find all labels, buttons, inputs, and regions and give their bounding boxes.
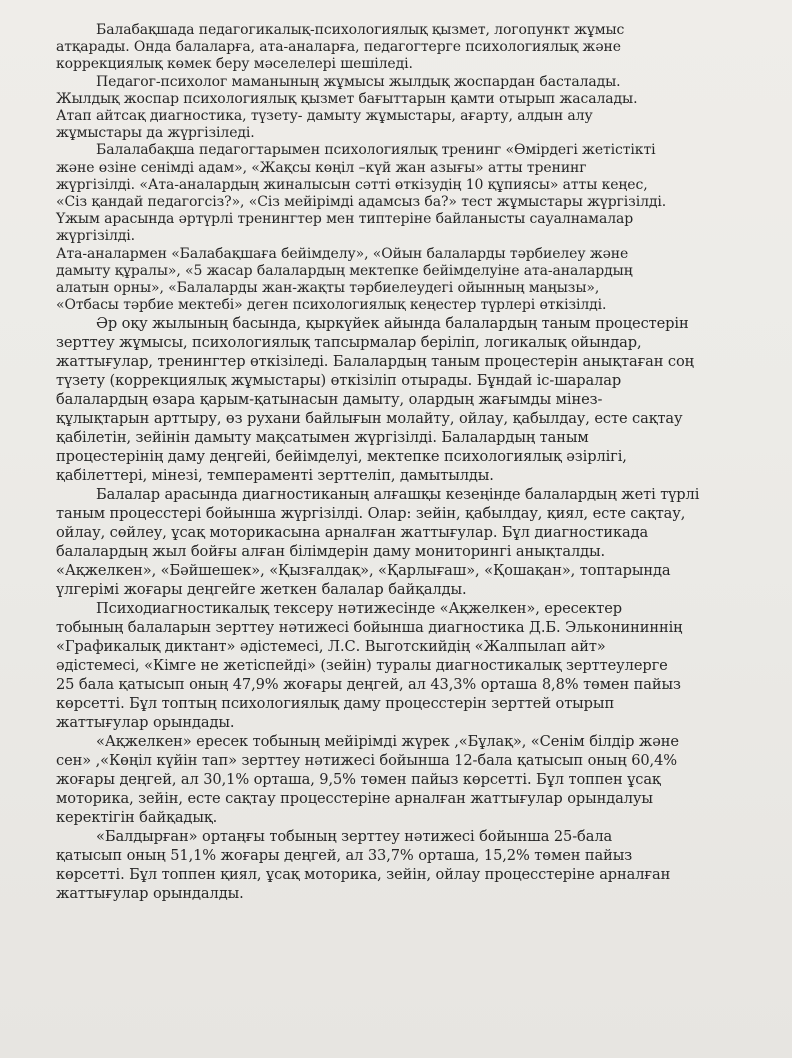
- text-line: процестерінің даму деңгейі, бейімделуі, мектепке психологиялық әзірлігі,: [56, 448, 627, 466]
- text-line: «Отбасы тәрбие мектебі» деген психологиялық кеңестер түрлері өткізілді.: [56, 297, 607, 314]
- paragraph-p9: [56, 827, 746, 903]
- paragraph-p7: [56, 599, 746, 732]
- text-line: үлгерімі жоғары деңгейге жеткен балалар байқалды.: [56, 581, 467, 599]
- text-line: 25 бала қатысып оның 47,9% жоғары деңгей, ал 43,3% орташа 8,8% төмен пайыз: [56, 676, 681, 694]
- text-line: жүргізілді. «Ата-аналардың жиналысын сәтті өткізудің 10 құпиясы» атты кеңес,: [56, 176, 648, 193]
- text-line: Атап айтсақ диагностика, түзету- дамыту жұмыстары, ағарту, алдын алу: [56, 108, 593, 125]
- text-line: қатысып оның 51,1% жоғары деңгей, ал 33,7% орташа, 15,2% төмен пайыз: [56, 847, 633, 865]
- text-line: Әр оқу жылының басында, қыркүйек айында балалардың таным процестерін: [96, 315, 689, 333]
- text-line: балалардың өзара қарым-қатынасын дамыту, олардың жағымды мінез-: [56, 391, 603, 409]
- text-line: жаттығулар, тренингтер өткізіледі. Балалардың таным процестерін анықтаған соң: [56, 353, 694, 371]
- text-line: құлықтарын арттыру, өз рухани байлығын молайту, ойлау, қабылдау, есте сақтау: [56, 410, 683, 428]
- text-line: «Ақжелкен» ересек тобының мейірімді жүрек ,«Бұлақ», «Сенім білдір және: [96, 733, 679, 751]
- text-line: көрсетті. Бұл топпен қиял, ұсақ моторика, зейін, ойлау процесстеріне арналған: [56, 866, 671, 884]
- text-line: жоғары деңгей, ал 30,1% орташа, 9,5% төмен пайыз көрсетті. Бұл топпен ұсақ: [56, 771, 661, 789]
- text-line: түзету (коррекциялық жұмыстары) өткізіліп отырады. Бұндай іс-шаралар: [56, 372, 622, 390]
- paragraph-p8: [56, 732, 746, 827]
- paragraph-p2: [56, 74, 746, 143]
- text-line: керектігін байқадық.: [56, 809, 218, 827]
- text-line: ойлау, сөйлеу, ұсақ моторикасына арналған жаттығулар. Бұл диагностикада: [56, 524, 649, 542]
- text-line: Балабақшада педагогикалық-психологиялық қызмет, логопункт жұмыс: [96, 22, 625, 38]
- text-line: «Сіз қандай педагогсіз?», «Сіз мейірімді адамсыз ба?» тест жұмыстары жүргізілді.: [56, 194, 667, 211]
- text-line: Жылдық жоспар психологиялық қызмет бағыттарын қамти отырып жасалады.: [56, 90, 638, 107]
- text-line: және өзіне сенімді адам», «Жақсы көңіл –күй жан азығы» атты тренинг: [56, 159, 587, 176]
- text-line: Балалабақша педагогтарымен психологиялық тренинг «Өмірдегі жетістікті: [96, 142, 656, 159]
- paragraph-p5: [56, 314, 746, 485]
- text-line: Педагог-психолог маманының жұмысы жылдық жоспардан басталады.: [96, 73, 621, 90]
- text-line: «Балдырған» ортаңғы тобының зерттеу нәтижесі бойынша 25-бала: [96, 828, 613, 846]
- paragraph-p1: [56, 22, 746, 74]
- text-line: сен» ,«Көңіл күйін тап» зерттеу нәтижесі бойынша 12-бала қатысып оның 60,4%: [56, 752, 678, 770]
- text-line: моторика, зейін, есте сақтау процесстеріне арналған жаттығулар орындалуы: [56, 790, 653, 808]
- document-text: [56, 22, 746, 903]
- text-line: жаттығулар орындалды.: [56, 885, 244, 903]
- text-line: тобының балаларын зерттеу нәтижесі бойынша диагностика Д.Б. Эльконининнің: [56, 619, 683, 637]
- text-line: жүргізілді.: [56, 228, 136, 245]
- text-line: «Графикалық диктант» әдістемесі, Л.С. Выготскийдің «Жалпылап айт»: [56, 638, 606, 656]
- text-line: балалардың жыл бойғы алған білімдерін даму мониторингі анықталды.: [56, 543, 606, 561]
- text-line: Үжым арасында әртүрлі тренингтер мен типтеріне байланысты сауалнамалар: [56, 211, 634, 228]
- text-line: Балалар арасында диагностиканың алғашқы кезеңінде балалардың жеті түрлі: [96, 486, 700, 504]
- text-line: дамыту құралы», «5 жасар балалардың мектепке бейімделуіне ата-аналардың: [56, 262, 633, 279]
- text-line: жаттығулар орындады.: [56, 714, 235, 732]
- text-line: қабілетін, зейінін дамыту мақсатымен жүргізілді. Балалардың таным: [56, 429, 589, 447]
- text-line: жұмыстары да жүргізіледі.: [56, 125, 255, 142]
- text-line: таным процесстері бойынша жүргізілді. Олар: зейін, қабылдау, қиял, есте сақтау,: [56, 505, 686, 523]
- paragraph-p3: [56, 142, 746, 245]
- text-line: «Ақжелкен», «Бәйшешек», «Қызғалдақ», «Қарлығаш», «Қошақан», топтарында: [56, 562, 671, 580]
- text-line: көрсетті. Бұл топтың психологиялық даму процесстерін зерттей отырып: [56, 695, 615, 713]
- text-line: Ата-аналармен «Балабақшаға бейімделу», «Ойын балаларды тәрбиелеу және: [56, 245, 629, 262]
- text-line: зерттеу жұмысы, психологиялық тапсырмалар беріліп, логикалық ойындар,: [56, 334, 642, 352]
- text-line: коррекциялық көмек беру мәселелері шешіледі.: [56, 56, 413, 73]
- text-line: қабілеттері, мінезі, темпераменті зерттеліп, дамытылды.: [56, 467, 494, 485]
- text-line: Психодиагностикалық тексеру нәтижесінде «Ақжелкен», ересектер: [96, 600, 622, 618]
- paragraph-p6: [56, 485, 746, 599]
- paragraph-p4: [56, 246, 746, 315]
- text-line: алатын орны», «Балаларды жан-жақты тәрбиелеудегі ойынның маңызы»,: [56, 280, 600, 297]
- text-line: атқарады. Онда балаларға, ата-аналарға, педагогтерге психологиялық және: [56, 39, 621, 56]
- text-line: әдістемесі, «Кімге не жетіспейді» (зейін) туралы диагностикалық зерттеулерге: [56, 657, 668, 675]
